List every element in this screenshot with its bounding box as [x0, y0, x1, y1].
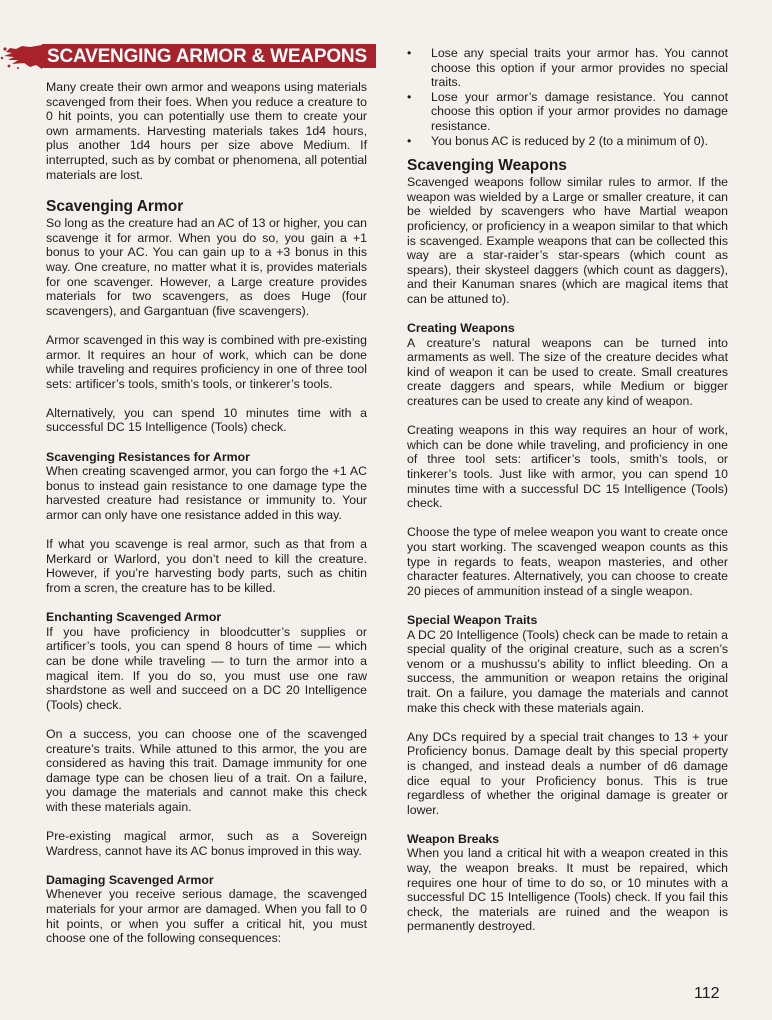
special-paragraph-2: Any DCs required by a special trait changes to 13 + your Proficiency bonus. Damage dealt by this special property is changed, and instead deals a number of d6 damage dice equal to your Proficiency bonus. This is true regardless of whether the original damage is greater or lower. — [407, 729, 728, 817]
page-title: SCAVENGING ARMOR & WEAPONS — [47, 46, 367, 67]
heading-scavenging-armor: Scavenging Armor — [46, 198, 184, 216]
list-item — [407, 46, 728, 90]
right-column — [407, 46, 728, 934]
damaging-paragraph-1: Whenever you receive serious damage, the scavenged materials for your armor are damaged. When you fall to 0 hit points, or when you suffer a critical hit, you must choose one of the following consequences: — [46, 887, 367, 946]
heading-scavenging-weapons: Scavenging Weapons — [407, 157, 567, 175]
heading-damaging-armor: Damaging Scavenged Armor — [46, 872, 214, 887]
bullet-icon: • — [407, 133, 412, 148]
special-paragraph-1: A DC 20 Intelligence (Tools) check can be made to retain a special quality of the original creature, such as a scren’s venom or a mushussu’s ability to inflict bleeding. On a success, the ammunition or weapon retains the original trait. On a failure, you damage the materials and cannot make this check with these materials again. — [407, 627, 728, 715]
enchanting-paragraph-1: If you have proficiency in bloodcutter’s supplies or artificer’s tools, you can spend 8 hours of time — which can be done while traveling — to turn the armor into a magical item. If you do so, you must use one raw shardstone as well and succeed on a DC 20 Intelligence (Tools) check. — [46, 624, 367, 712]
heading-creating-weapons: Creating Weapons — [407, 321, 515, 336]
list-item-text: Lose your armor’s damage resistance. You cannot choose this option if your armor provides no damage resistance. — [431, 89, 728, 133]
creating-paragraph-3: Choose the type of melee weapon you want to create once you start working. The scavenged weapon counts as this type in regards to feats, weapon masteries, and other character features. Alternatively, you can choose to create 20 pieces of ammunition instead of a single weapon. — [407, 525, 728, 598]
bullet-icon: • — [407, 46, 412, 60]
scavenging-armor-paragraph-3: Alternatively, you can spend 10 minutes time with a successful DC 15 Intelligence (Tools) check. — [46, 405, 367, 435]
scavenging-armor-paragraph-2: Armor scavenged in this way is combined with pre-existing armor. It requires an hour of work, which can be done while traveling and requires proficiency in one of three tool sets: artificer’s tools, smith’s tools, or tinkerer’s tools. — [46, 332, 367, 391]
list-item — [407, 90, 728, 134]
list-item-text: Lose any special traits your armor has. You cannot choose this option if your armor provides no special traits. — [431, 46, 728, 90]
creating-paragraph-1: A creature’s natural weapons can be turned into armaments as well. The size of the creature decides what kind of weapon it can be used to create. Small creatures create daggers and spears, while Medium or bigger creatures can be used to create any kind of weapon. — [407, 335, 728, 409]
page-number: 112 — [694, 985, 720, 1002]
breaks-paragraph-1: When you land a critical hit with a weapon created in this way, the weapon breaks. It must be repaired, which requires one hour of time to do so, or 10 minutes with a successful DC 15 Intelligence (Tools) check. If you fail this check, the materials are ruined and the weapon is permanently destroyed. — [407, 846, 728, 934]
resistances-paragraph-2: If what you scavenge is real armor, such as that from a Merkard or Warlord, you don’t need to kill the creature. However, if you’re harvesting body parts, such as chitin from a scren, the creature has to be killed. — [46, 537, 367, 595]
section-title-banner — [0, 44, 381, 70]
heading-enchanting-armor: Enchanting Scavenged Armor — [46, 610, 222, 625]
consequence-list — [407, 46, 728, 148]
heading-scavenging-resistances: Scavenging Resistances for Armor — [46, 449, 250, 464]
enchanting-paragraph-2: On a success, you can choose one of the scavenged creature’s traits. While attuned to this armor, the you are considered as having this trait. Damage immunity for one damage type can be chosen lieu of a trait. On a failure, you damage the materials and cannot make this check with these materials again. — [46, 726, 367, 814]
scavenging-armor-paragraph-1: So long as the creature had an AC of 13 or higher, you can scavenge it for armor. When you do so, you gain a +1 bonus to your AC. You can gain up to a +3 bonus in this way. One creature, no matter what it is, provides materials for one scavenger. However, a Large creature provides materials for two scavengers, as does Huge (four scavengers), and Gargantuan (five scavengers). — [46, 216, 367, 318]
list-item-text: You bonus AC is reduced by 2 (to a minimum of 0). — [431, 133, 709, 148]
left-column — [46, 80, 367, 946]
heading-weapon-breaks: Weapon Breaks — [407, 831, 500, 846]
heading-special-weapon-traits: Special Weapon Traits — [407, 612, 538, 627]
enchanting-paragraph-3: Pre-existing magical armor, such as a Sovereign Wardress, cannot have its AC bonus improved in this way. — [46, 829, 367, 858]
list-item — [407, 134, 728, 149]
creating-paragraph-2: Creating weapons in this way requires an hour of work, which can be done while traveling, and proficiency in one of three tool sets: artificer’s tools, smith’s tools, or tinkerer’s tools. Just like with armor, you can spend 10 minutes time with a successful DC 15 Intelligence (Tools) check. — [407, 423, 728, 511]
resistances-paragraph-1: When creating scavenged armor, you can forgo the +1 AC bonus to instead gain resistance to one damage type the harvested creature had resistance or immunity to. Your armor can only have one resistance added in this way. — [46, 464, 367, 523]
intro-paragraph: Many create their own armor and weapons using materials scavenged from their foes. When you reduce a creature to 0 hit points, you can potentially use them to create your own armaments. Harvesting materials takes 1d4 hours, plus another 1d4 hours per size above Medium. If interrupted, such as by combat or phenomena, all potential materials are lost. — [46, 80, 367, 182]
scavenging-weapons-paragraph-1: Scavenged weapons follow similar rules to armor. If the weapon was wielded by a Large or smaller creature, it can be wielded by scavengers who have Martial weapon proficiency, or proficiency in a weapon similar to that which is scavenged. Example weapons that can be collected this way are a star-raider’s star-spears (which count as spears), their skysteel daggers (which count as daggers), and their Kanuman snares (which are magical items that can be attuned to). — [407, 175, 728, 306]
bullet-icon: • — [407, 89, 412, 104]
